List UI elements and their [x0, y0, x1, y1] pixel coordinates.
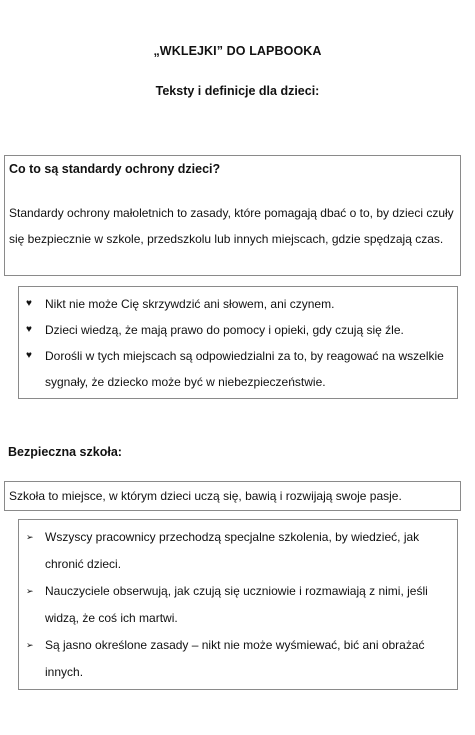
definition-box-school	[4, 481, 461, 511]
list-item	[19, 578, 451, 632]
arrow-bullet-icon: ➢	[26, 532, 34, 542]
list-item-text: Dorośli w tych miejscach są odpowiedzialni za to, by reagować na wszelkie sygnały, że dziecko może być w niebezpieczeństwie.	[45, 349, 444, 389]
list-item	[19, 632, 451, 686]
school-list	[19, 524, 451, 686]
list-item	[19, 291, 455, 317]
heart-bullet-icon: ♥	[26, 324, 32, 335]
list-item-text: Wszyscy pracownicy przechodzą specjalne szkolenia, by wiedzieć, jak chronić dzieci.	[45, 530, 420, 571]
arrow-bullet-icon: ➢	[26, 586, 34, 596]
list-item-text: Dzieci wiedzą, że mają prawo do pomocy i opieki, gdy czują się źle.	[45, 323, 404, 337]
list-item-text: Są jasno określone zasady – nikt nie może wyśmiewać, bić ani obrażać innych.	[45, 638, 425, 679]
bullet-box-standards	[18, 286, 458, 399]
school-definition: Szkoła to miejsce, w którym dzieci uczą się, bawią i rozwijają swoje pasje.	[9, 489, 402, 503]
heart-bullet-icon: ♥	[26, 298, 32, 309]
list-item	[19, 524, 451, 578]
list-item-text: Nikt nie może Cię skrzywdzić ani słowem, ani czynem.	[45, 297, 335, 311]
heart-bullet-icon: ♥	[26, 350, 32, 361]
document-subtitle: Teksty i definicje dla dzieci:	[155, 84, 320, 98]
bullet-box-school	[18, 519, 458, 690]
list-item-text: Nauczyciele obserwują, jak czują się uczniowie i rozmawiają z nimi, jeśli widzą, że coś ich martwi.	[45, 584, 428, 625]
list-item	[19, 317, 455, 343]
definition-box-standards	[4, 155, 461, 276]
arrow-bullet-icon: ➢	[26, 640, 34, 650]
list-item	[19, 343, 455, 395]
document-title: „WKLEJKI” DO LAPBOOKA	[153, 44, 322, 58]
section-definition: Standardy ochrony małoletnich to zasady, które pomagają dbać o to, by dzieci czuły się bezpiecznie w szkole, przedszkolu lub innych miejscach, gdzie spędzają czas.	[9, 206, 454, 246]
standards-list	[19, 291, 455, 395]
section-question: Co to są standardy ochrony dzieci?	[9, 162, 221, 176]
section-heading-safe-school: Bezpieczna szkoła:	[8, 445, 122, 459]
